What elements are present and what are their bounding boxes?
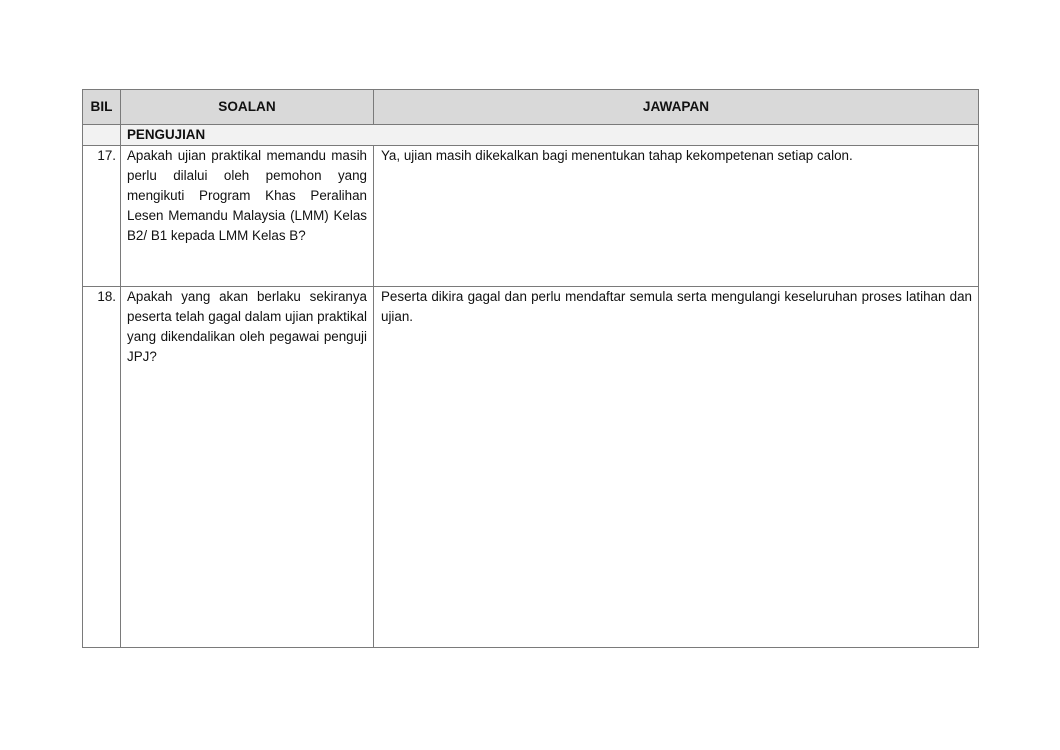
- table-row: [83, 146, 979, 287]
- table-row: [83, 287, 979, 648]
- question-text: Apakah yang akan berlaku sekiranya peserta telah gagal dalam ujian praktikal yang dikendalikan oleh pegawai penguji JPJ?: [121, 287, 374, 648]
- answer-text: Ya, ujian masih dikekalkan bagi menentukan tahap kekompetenan setiap calon.: [374, 146, 979, 287]
- header-jawapan: JAWAPAN: [374, 90, 979, 125]
- faq-table: [82, 89, 979, 648]
- table-header-row: [83, 90, 979, 125]
- section-bil-cell: [83, 125, 121, 146]
- header-bil: BIL: [83, 90, 121, 125]
- row-number: 18.: [83, 287, 121, 648]
- section-title: PENGUJIAN: [121, 125, 979, 146]
- question-text: Apakah ujian praktikal memandu masih perlu dilalui oleh pemohon yang mengikuti Program Khas Peralihan Lesen Memandu Malaysia (LMM) Kelas B2/ B1 kepada LMM Kelas B?: [121, 146, 374, 287]
- header-soalan: SOALAN: [121, 90, 374, 125]
- section-row: [83, 125, 979, 146]
- row-number: 17.: [83, 146, 121, 287]
- answer-text: Peserta dikira gagal dan perlu mendaftar semula serta mengulangi keseluruhan proses latihan dan ujian.: [374, 287, 979, 648]
